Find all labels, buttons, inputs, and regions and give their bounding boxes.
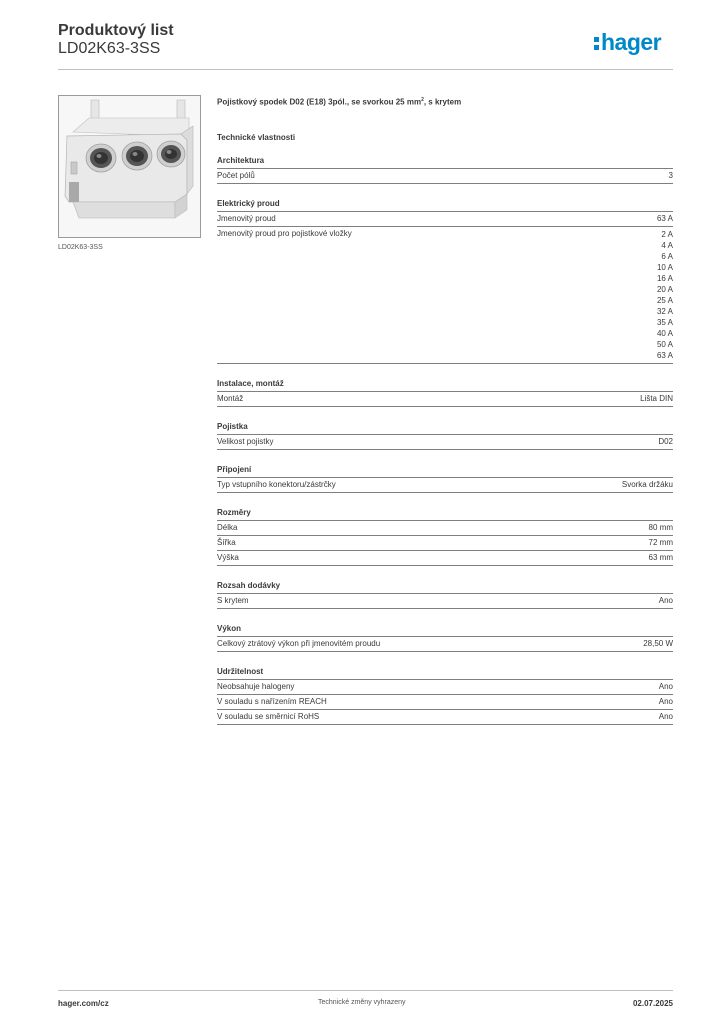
spec-group (217, 581, 673, 609)
spec-row (217, 695, 673, 710)
spec-label: Výška (217, 552, 239, 562)
spec-value: Ano (658, 696, 673, 706)
spec-row (217, 710, 673, 725)
spec-label: V souladu s nařízením REACH (217, 696, 327, 706)
footer-divider (58, 990, 673, 991)
spec-row (217, 392, 673, 407)
spec-value: 72 mm (648, 537, 673, 547)
spec-label: Celkový ztrátový výkon při jmenovitém proudu (217, 638, 381, 648)
spec-group-title: Architektura (217, 156, 673, 169)
spec-row (217, 227, 673, 364)
tech-heading: Technické vlastnosti (217, 132, 296, 142)
spec-group (217, 508, 673, 566)
spec-value: 63 A (656, 213, 673, 223)
spec-value: 32 A (656, 306, 673, 316)
spec-value: 6 A (661, 251, 673, 261)
spec-group-title: Rozměry (217, 508, 673, 521)
spec-label: Délka (217, 522, 238, 532)
spec-value: 35 A (656, 317, 673, 327)
spec-value: Ano (658, 595, 673, 605)
product-code: LD02K63-3SS (58, 40, 161, 57)
spec-row (217, 637, 673, 652)
footer-note: Technické změny vyhrazeny (318, 999, 406, 1006)
spec-value: 28,50 W (643, 638, 673, 648)
spec-value: Ano (658, 681, 673, 691)
footer-date: 02.07.2025 (632, 999, 673, 1008)
spec-value: 63 A (656, 350, 673, 360)
spec-row (217, 521, 673, 536)
spec-group (217, 465, 673, 493)
spec-groups (217, 156, 673, 725)
spec-row (217, 212, 673, 227)
spec-label: Počet pólů (217, 170, 255, 180)
spec-value: Lišta DIN (640, 393, 673, 403)
image-caption: LD02K63-3SS (58, 244, 103, 251)
footer-website[interactable]: hager.com/cz (58, 999, 109, 1008)
spec-group (217, 156, 673, 184)
spec-label: Šířka (217, 537, 236, 547)
spec-value: 40 A (656, 328, 673, 338)
logo-text: hager (601, 29, 662, 55)
fuse-base-illustration (59, 96, 200, 237)
spec-row (217, 680, 673, 695)
spec-value: 80 mm (648, 522, 673, 532)
header-divider (58, 69, 673, 70)
spec-group-title: Rozsah dodávky (217, 581, 673, 594)
spec-value: 10 A (656, 262, 673, 272)
product-description: Pojistkový spodek D02 (E18) 3pól., se svorkou 25 $mm^2$, s krytem (217, 97, 462, 107)
spec-group-title: Připojení (217, 465, 673, 478)
spec-row (217, 551, 673, 566)
spec-group (217, 379, 673, 407)
spec-group-title: Elektrický proud (217, 199, 673, 212)
product-image (58, 95, 201, 238)
spec-group-title: Pojistka (217, 422, 673, 435)
spec-value: Ano (658, 711, 673, 721)
spec-value: 20 A (656, 284, 673, 294)
page-title: Produktový list (58, 22, 174, 39)
spec-value: 50 A (656, 339, 673, 349)
spec-value-list (657, 229, 673, 361)
spec-value: 3 (668, 170, 673, 180)
spec-label: Jmenovitý proud pro pojistkové vložky (217, 228, 352, 238)
spec-group (217, 667, 673, 725)
hager-logo (594, 29, 661, 56)
spec-row (217, 169, 673, 184)
spec-group-title: Udržitelnost (217, 667, 673, 680)
spec-value: D02 (658, 436, 673, 446)
spec-row (217, 536, 673, 551)
spec-group (217, 199, 673, 364)
spec-content (217, 94, 673, 725)
spec-label: S krytem (217, 595, 249, 605)
spec-label: Montáž (217, 393, 244, 403)
spec-value: Svorka držáku (621, 479, 673, 489)
spec-label: Typ vstupního konektoru/zástrčky (217, 479, 336, 489)
spec-value: 25 A (656, 295, 673, 305)
spec-label: V souladu se směrnicí RoHS (217, 711, 320, 721)
spec-value: 63 mm (648, 552, 673, 562)
spec-label: Velikost pojistky (217, 436, 274, 446)
spec-value: 2 A (661, 229, 673, 239)
spec-label: Neobsahuje halogeny (217, 681, 295, 691)
spec-row (217, 594, 673, 609)
spec-row (217, 435, 673, 450)
spec-group-title: Výkon (217, 624, 673, 637)
spec-group-title: Instalace, montáž (217, 379, 673, 392)
spec-value: 4 A (661, 240, 673, 250)
spec-row (217, 478, 673, 493)
spec-group (217, 624, 673, 652)
logo-colon-icon (594, 35, 599, 51)
spec-label: Jmenovitý proud (217, 213, 276, 223)
spec-value: 16 A (656, 273, 673, 283)
spec-group (217, 422, 673, 450)
